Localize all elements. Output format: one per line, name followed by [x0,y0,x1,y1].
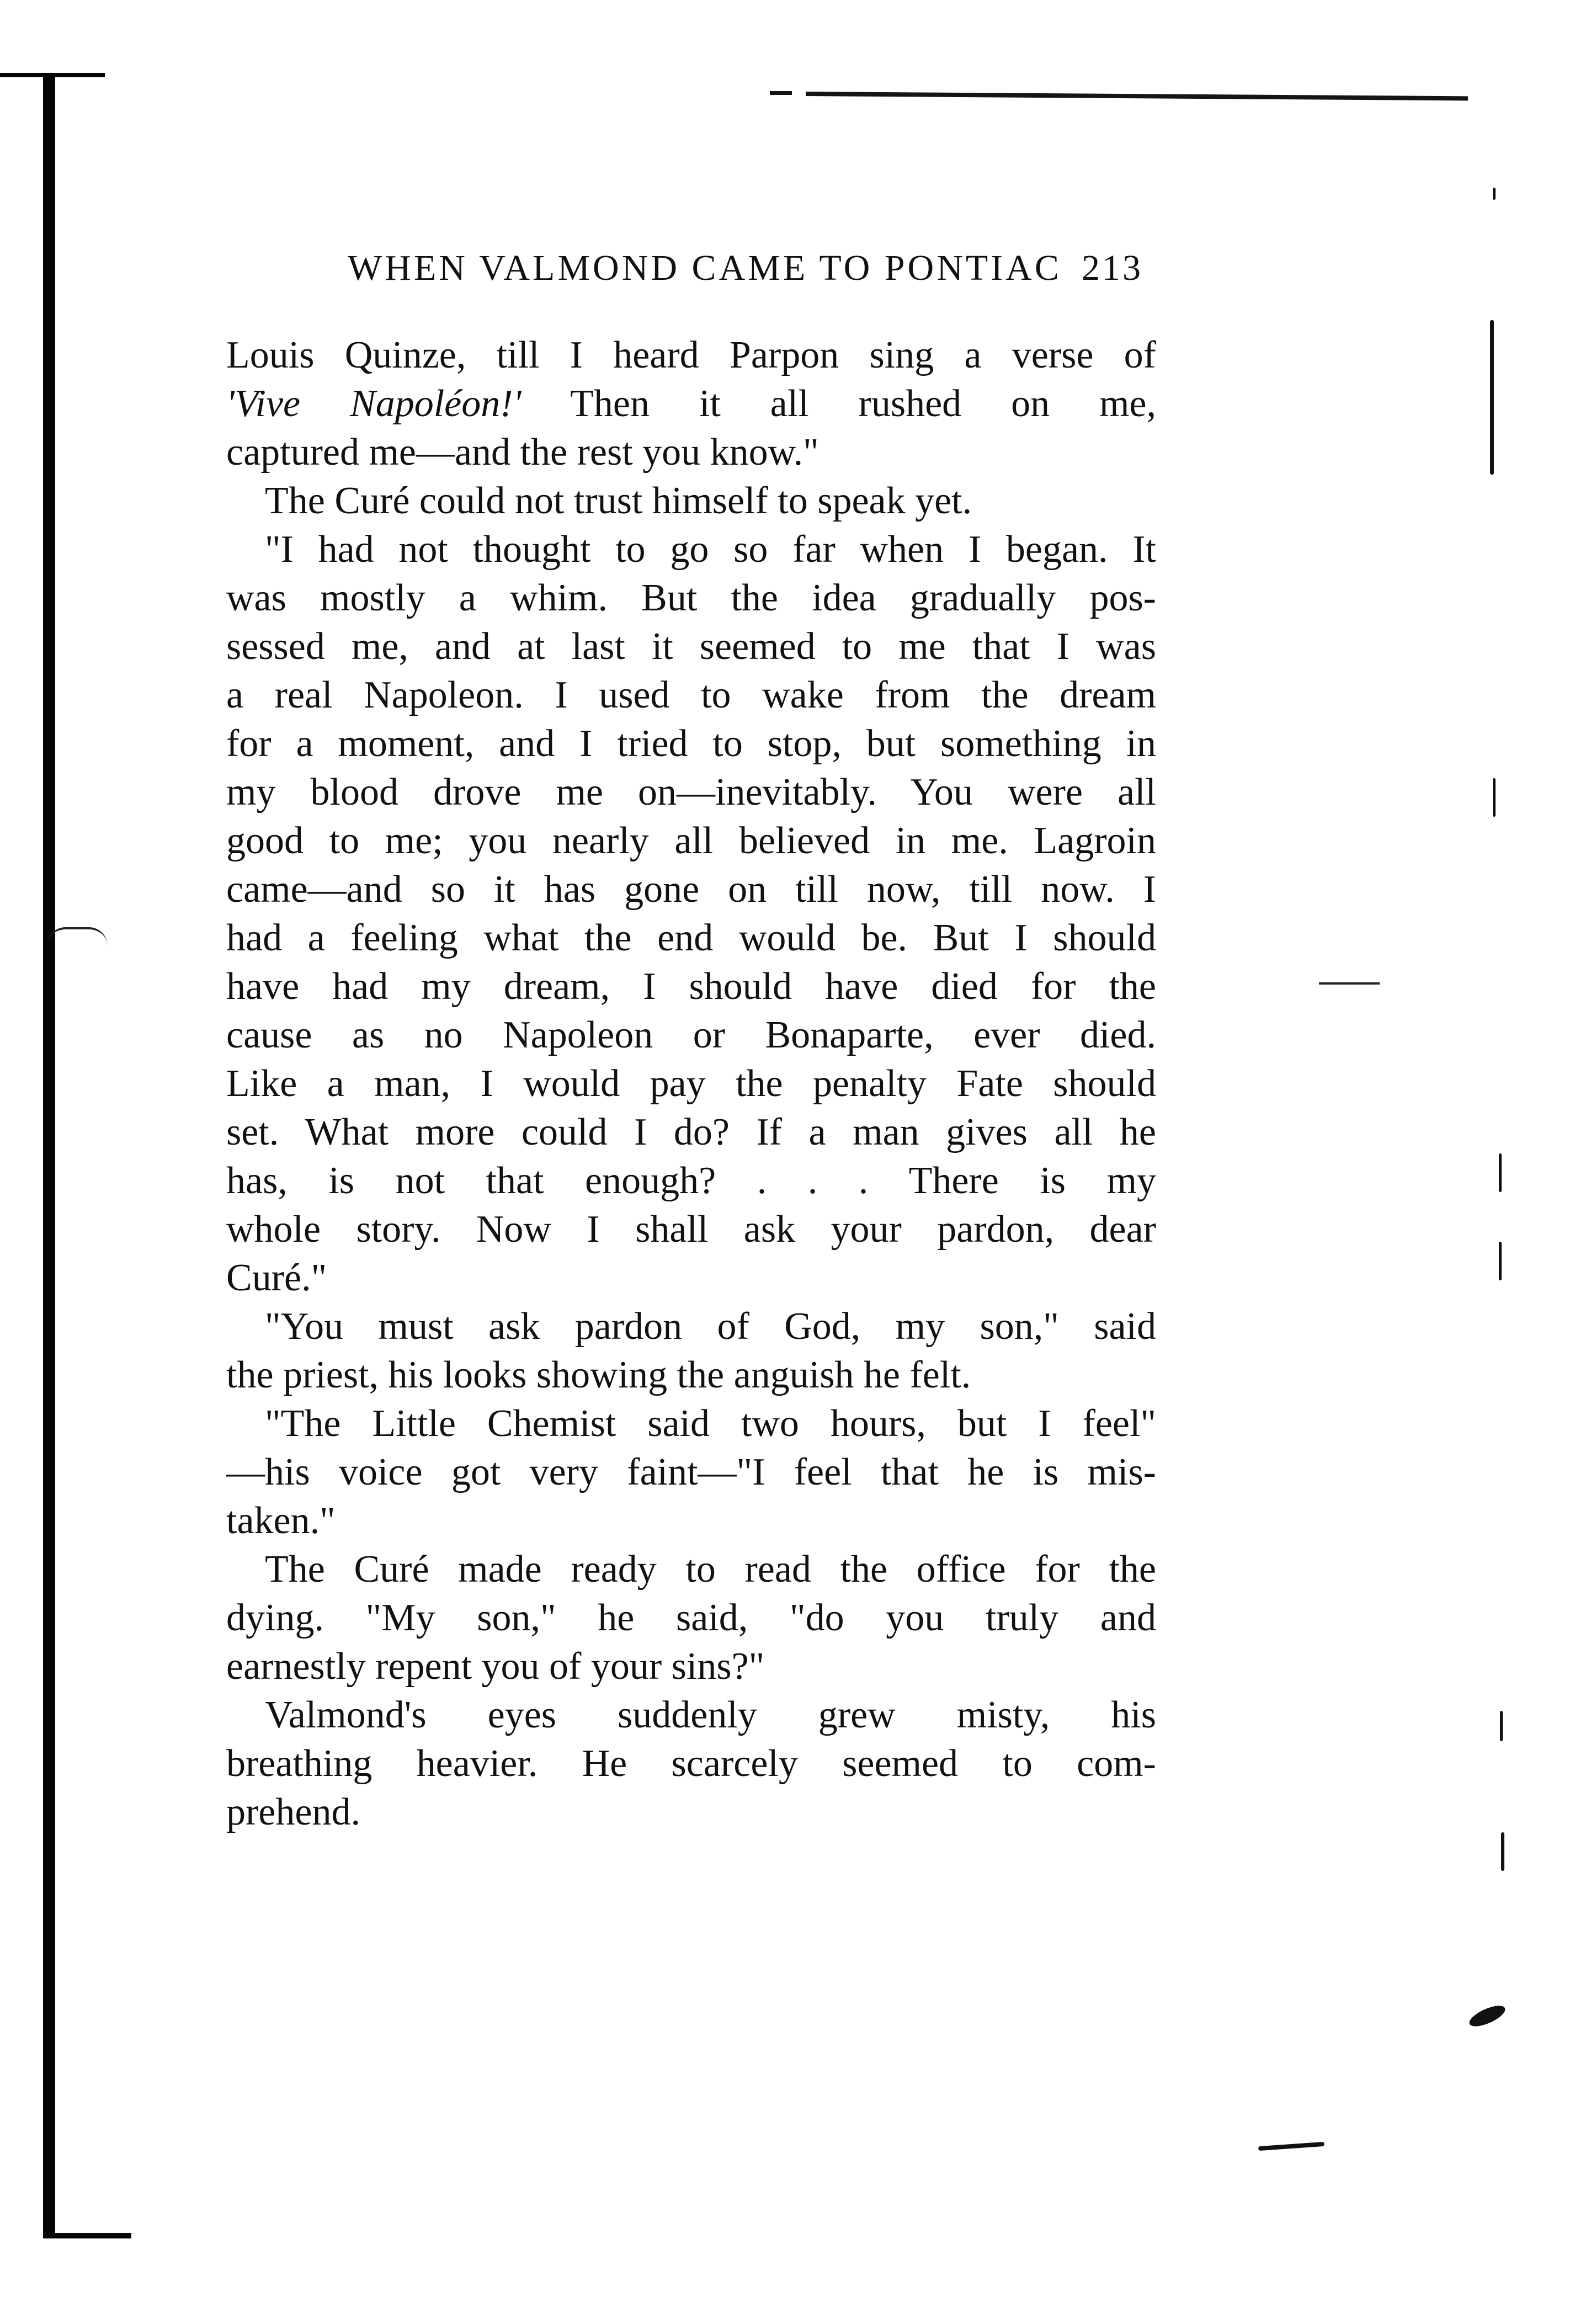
text-line: The Curé could not trust himself to speak yet. [265,480,972,522]
text-line: Valmond's eyes suddenly grew misty, his [265,1694,1156,1736]
text-line: "You must ask pardon of God, my son," said [265,1305,1156,1348]
scan-margin-mark [1499,1153,1502,1192]
scan-dash-mark [770,91,792,95]
text-line: 'Vive Napoléon!' Then it all rushed on me, [226,382,1156,425]
text-line: "I had not thought to go so far when I began. It [265,528,1156,571]
ink-blot [1467,2002,1508,2030]
text-line: The Curé made ready to read the office for the [265,1548,1156,1591]
text-line: had a feeling what the end would be. But I should [226,917,1156,959]
binding-edge-shadow [43,75,55,2238]
text-line: dying. "My son," he said, "do you truly and [226,1597,1156,1639]
scan-margin-mark [1500,1711,1503,1741]
scan-margin-mark [1499,1242,1502,1280]
scan-margin-mark [1490,320,1494,475]
scan-top-rule [806,92,1468,100]
text-line: came—and so it has gone on till now, till now. I [226,868,1156,911]
page-header [348,247,1142,291]
text-line: Curé." [226,1257,327,1299]
running-title: WHEN VALMOND CAME TO PONTIAC [348,248,1062,288]
text-line: taken." [226,1499,336,1542]
text-line: captured me—and the rest you know." [226,431,819,474]
text-line: has, is not that enough? . . . There is my [226,1160,1156,1202]
text-line: breathing heavier. He scarcely seemed to com- [226,1742,1156,1785]
text-line: was mostly a whim. But the idea gradually pos- [226,577,1156,619]
scan-dash-mark-right [1319,982,1380,985]
text-line: my blood drove me on—inevitably. You were all [226,771,1156,813]
text-line: cause as no Napoleon or Bonaparte, ever died. [226,1014,1156,1056]
scan-margin-mark [1501,1832,1504,1871]
text-line: "The Little Chemist said two hours, but I feel" [265,1402,1156,1445]
text-line: whole story. Now I shall ask your pardon, dear [226,1208,1156,1251]
italic-phrase: 'Vive Napoléon!' [226,382,522,425]
text-line: sessed me, and at last it seemed to me that I was [226,625,1156,668]
text-line: have had my dream, I should have died for the [226,965,1156,1008]
scan-margin-mark [1493,778,1496,817]
text-line: set. What more could I do? If a man gives all he [226,1111,1156,1153]
binding-edge-top-mark [0,73,105,77]
binding-edge-bottom-mark [43,2233,131,2238]
text-line: Louis Quinze, till I heard Parpon sing a verse of [226,334,1156,376]
scan-curve-mark [47,927,108,946]
scan-margin-mark [1493,188,1496,200]
text-line: the priest, his looks showing the anguish he felt. [226,1354,971,1396]
ink-stroke [1258,2142,1324,2151]
text-line: for a moment, and I tried to stop, but something in [226,722,1156,765]
text-line: a real Napoleon. I used to wake from the dream [226,674,1156,716]
text-line: —his voice got very faint—"I feel that he is mis- [226,1451,1156,1493]
page-number: 213 [1082,248,1143,288]
text-line: good to me; you nearly all believed in me. Lagroin [226,820,1156,862]
body-text [226,331,1156,1837]
text-line: Like a man, I would pay the penalty Fate should [226,1062,1156,1105]
text-line: earnestly repent you of your sins?" [226,1645,765,1688]
text-line: prehend. [226,1791,360,1833]
